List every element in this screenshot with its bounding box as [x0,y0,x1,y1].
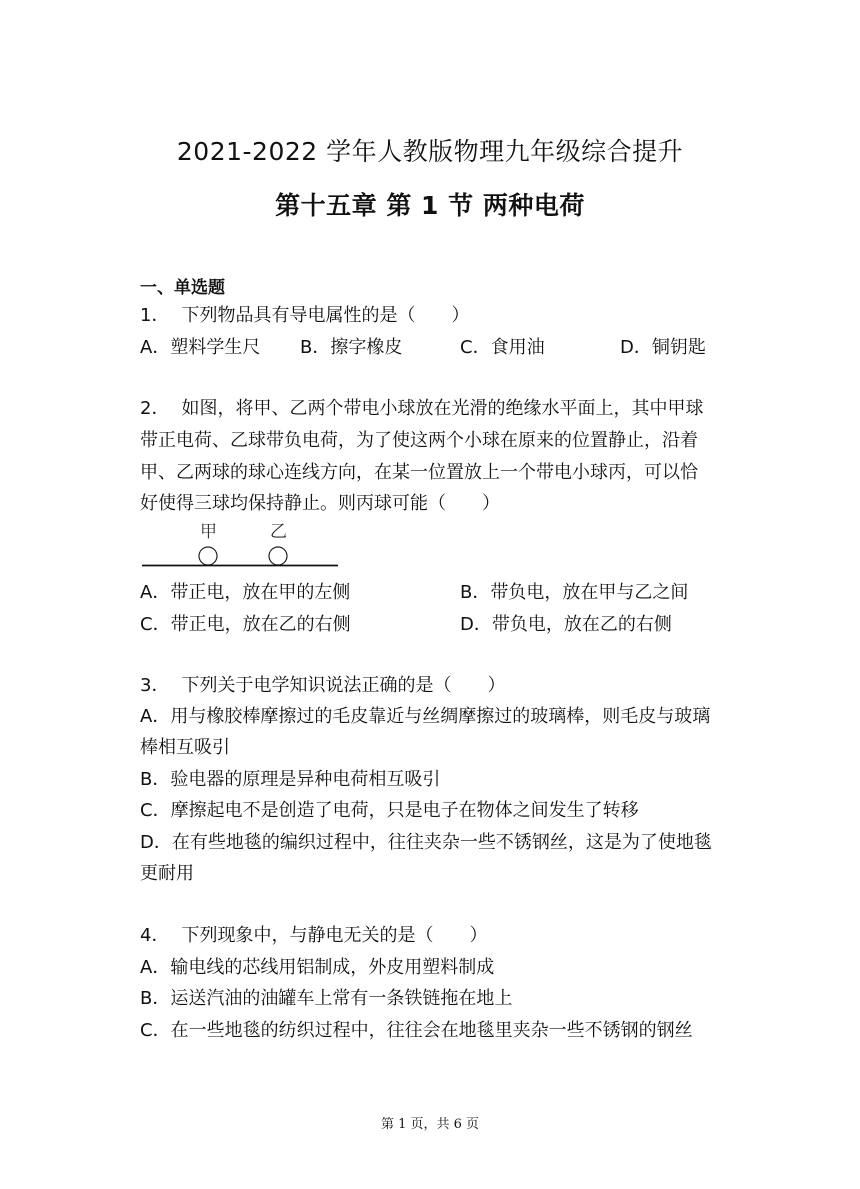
page-subtitle: 第十五章 第 1 节 两种电荷 [275,191,585,220]
question-2-stem-line: 好使得三球均保持静止。则丙球可能（ ） [140,493,500,514]
question-4-stem [140,924,487,948]
question-text: 下列关于电学知识说法正确的是（ ） [181,675,506,696]
question-3-option-b: B．验电器的原理是异种电荷相互吸引 [140,769,441,790]
question-text: 如图，将甲、乙两个带电小球放在光滑的绝缘水平面上，其中甲球 [181,398,704,419]
page-footer: 第 1 页，共 6 页 [380,1117,480,1132]
ball-yi [269,547,287,565]
question-number: 3． [140,675,170,696]
question-1-option-a: A．塑料学生尺 [140,337,261,358]
question-2-option-d: D．带负电，放在乙的右侧 [460,614,672,635]
question-1-stem [140,304,469,328]
question-text: 下列现象中，与静电无关的是（ ） [181,925,488,946]
question-3-option-d-cont: 更耐用 [140,863,194,884]
question-2-option-c: C．带正电，放在乙的右侧 [140,614,351,635]
question-2-option-a: A．带正电，放在甲的左侧 [140,582,351,603]
question-3-option-d: D．在有些地毯的编织过程中，往往夹杂一些不锈钢丝，这是为了使地毯 [140,832,712,853]
question-4-option-a: A．输电线的芯线用铝制成，外皮用塑料制成 [140,957,495,978]
question-3-option-a-cont: 棒相互吸引 [140,737,230,758]
question-2-stem-line: 带正电荷、乙球带负电荷，为了使这两个小球在原来的位置静止，沿着 [140,430,698,451]
question-text: 下列物品具有导电属性的是（ ） [181,305,470,326]
two-charged-balls-figure [142,519,342,571]
section-heading: 一、单选题 [140,278,225,298]
ball-jia [199,547,217,565]
label-jia: 甲 [200,522,217,542]
question-1-option-b: B．擦字橡皮 [300,337,403,358]
question-2-option-b: B．带负电，放在甲与乙之间 [460,582,689,603]
question-4-option-c: C．在一些地毯的纺织过程中，往往会在地毯里夹杂一些不锈钢的钢丝 [140,1020,693,1041]
page-title: 2021-2022 学年人教版物理九年级综合提升 [176,137,684,166]
question-number: 1． [140,305,170,326]
question-2-stem-line: 甲、乙两球的球心连线方向，在某一位置放上一个带电小球丙，可以恰 [140,462,698,483]
question-number: 4． [140,925,170,946]
question-3-stem [140,674,505,698]
question-1-option-d: D．铜钥匙 [620,337,706,358]
question-2-stem [140,397,703,421]
question-3-option-a: A．用与橡胶棒摩擦过的毛皮靠近与丝绸摩擦过的玻璃棒，则毛皮与玻璃 [140,706,711,727]
question-number: 2． [140,398,170,419]
question-3-option-c: C．摩擦起电不是创造了电荷，只是电子在物体之间发生了转移 [140,800,639,821]
question-1-option-c: C．食用油 [460,337,545,358]
label-yi: 乙 [270,522,287,542]
question-4-option-b: B．运送汽油的油罐车上常有一条铁链拖在地上 [140,988,513,1009]
